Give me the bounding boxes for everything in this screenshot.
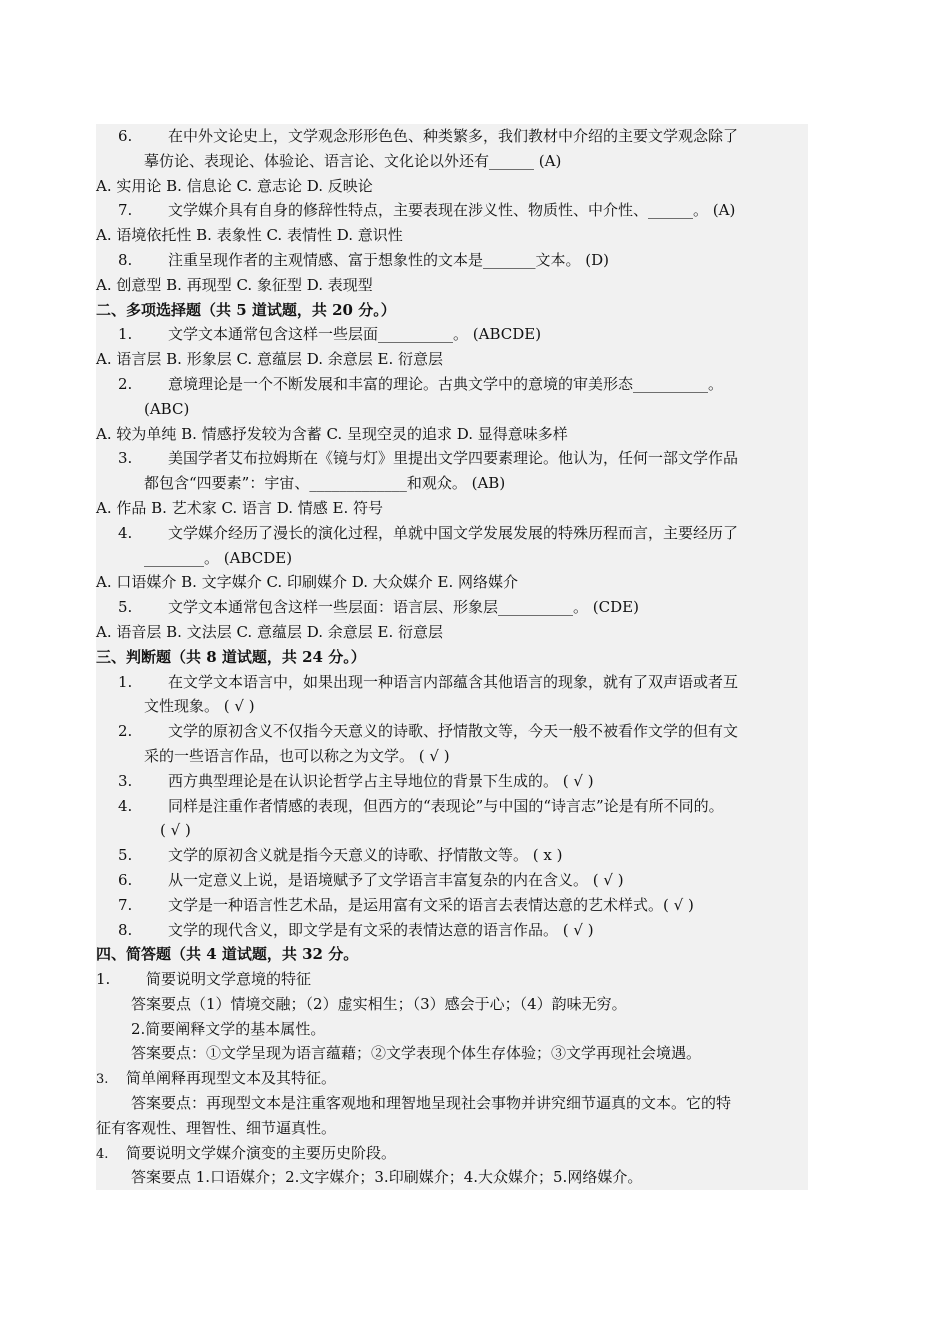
- question-line: [96, 794, 808, 819]
- options-line: [96, 273, 808, 298]
- question-number: 5.: [118, 598, 133, 617]
- question-number: 1.: [96, 970, 111, 989]
- answer-text: 征有客观性、理智性、细节逼真性。: [96, 1118, 337, 1137]
- question-text: 简单阐释再现型文本及其特征。: [126, 1069, 337, 1088]
- question-number: 4.: [118, 796, 133, 815]
- question-text: 意境理论是一个不断发展和丰富的理论。古典文学中的意境的审美形态__________。: [168, 374, 724, 393]
- answer-line: [96, 1165, 808, 1190]
- options-text: A. 实用论 B. 信息论 C. 意志论 D. 反映论: [96, 176, 373, 195]
- question-number: 8.: [118, 250, 133, 269]
- question-line: [96, 843, 808, 868]
- question-number: 7.: [118, 895, 133, 914]
- question-line: [96, 719, 808, 744]
- options-text: A. 语言层 B. 形象层 C. 意蕴层 D. 余意层 E. 衍意层: [96, 350, 443, 369]
- question-text: 简要说明文学意境的特征: [146, 970, 312, 989]
- question-line: [96, 893, 808, 918]
- question-line: [96, 918, 808, 943]
- question-text: 在文学文本语言中，如果出现一种语言内部蕴含其他语言的现象，就有了双声语或者互: [168, 672, 739, 691]
- question-number: 5.: [118, 846, 133, 865]
- short-answer-question: [96, 1066, 808, 1091]
- short-answer-question: [96, 967, 808, 992]
- answer-text: 答案要点：①文学呈现为语言蕴藉；②文学表现个体生存体验；③文学再现社会境遇。: [131, 1044, 702, 1063]
- section-title: 二、多项选择题（共 5 道试题，共 20 分。）: [96, 300, 396, 319]
- section-title: 三、判断题（共 8 道试题，共 24 分。）: [96, 647, 366, 666]
- continuation-text: 文性现象。 ( √ ): [144, 697, 255, 716]
- answer-line: [96, 1017, 808, 1042]
- continuation-text: ________。 (ABCDE): [144, 548, 293, 567]
- question-number: 6.: [118, 127, 133, 145]
- question-text: 在中外文论史上，文学观念形形色色、种类繁多，我们教材中介绍的主要文学观念除了: [168, 127, 739, 145]
- question-continuation: [96, 818, 808, 843]
- question-text: 文学的现代含义，即文学是有文采的表情达意的语言作品。 ( √ ): [168, 920, 594, 939]
- question-number: 4.: [118, 523, 133, 542]
- continuation-text: 都包含“四要素”：宇宙、_____________和观众。 (AB): [144, 474, 506, 493]
- answer-line: [96, 1091, 808, 1116]
- question-number: 8.: [118, 920, 133, 939]
- options-text: A. 语音层 B. 文法层 C. 意蕴层 D. 余意层 E. 衍意层: [96, 622, 443, 641]
- question-line: [96, 595, 808, 620]
- answer-text: 答案要点 1.口语媒介；2.文字媒介；3.印刷媒介；4.大众媒介；5.网络媒介。: [131, 1168, 643, 1187]
- short-answer-question: [96, 1141, 808, 1166]
- answer-line: [96, 992, 808, 1017]
- question-text: 文学媒介具有自身的修辞性特点，主要表现在涉义性、物质性、中介性、______。 (A): [168, 201, 736, 220]
- question-text: 文学的原初含义不仅指今天意义的诗歌、抒情散文等，今天一般不被看作文学的但有文: [168, 722, 739, 741]
- section-heading: [96, 298, 808, 323]
- options-text: A. 口语媒介 B. 文字媒介 C. 印刷媒介 D. 大众媒介 E. 网络媒介: [96, 573, 518, 592]
- question-continuation: [96, 694, 808, 719]
- question-continuation: [96, 397, 808, 422]
- answer-text: 2.简要阐释文学的基本属性。: [131, 1019, 326, 1038]
- question-text: 文学媒介经历了漫长的演化过程，单就中国文学发展发展的特殊历程而言，主要经历了: [168, 523, 739, 542]
- options-text: A. 作品 B. 艺术家 C. 语言 D. 情感 E. 符号: [96, 498, 383, 517]
- question-continuation: [96, 546, 808, 571]
- question-line: [96, 248, 808, 273]
- question-continuation: [96, 149, 808, 174]
- options-text: A. 语境依托性 B. 表象性 C. 表情性 D. 意识性: [96, 226, 403, 245]
- continuation-text: (ABC): [144, 399, 190, 418]
- answer-line: [96, 1041, 808, 1066]
- answer-text: 答案要点（1）情境交融；（2）虚实相生；（3）感会于心；（4）韵味无穷。: [131, 994, 627, 1013]
- question-line: [96, 521, 808, 546]
- question-number: 7.: [118, 201, 133, 220]
- options-line: [96, 347, 808, 372]
- question-text: 文学文本通常包含这样一些层面：语言层、形象层__________。 (CDE): [168, 598, 639, 617]
- options-line: [96, 620, 808, 645]
- question-number: 3.: [118, 771, 133, 790]
- question-number: 2.: [118, 722, 133, 741]
- question-line: [96, 198, 808, 223]
- question-text: 注重呈现作者的主观情感、富于想象性的文本是_______文本。 (D): [168, 250, 610, 269]
- options-text: A. 较为单纯 B. 情感抒发较为含蓄 C. 呈现空灵的追求 D. 显得意味多样: [96, 424, 568, 443]
- question-text: 文学的原初含义就是指今天意义的诗歌、抒情散文等。 ( x ): [168, 846, 563, 865]
- question-number: 3.: [96, 1072, 109, 1088]
- document-page: [96, 124, 808, 1190]
- question-number: 3.: [118, 449, 133, 468]
- question-text: 从一定意义上说，是语境赋予了文学语言丰富复杂的内在含义。 ( √ ): [168, 870, 624, 889]
- options-line: [96, 174, 808, 199]
- continuation-text: ( √ ): [160, 821, 191, 840]
- question-text: 西方典型理论是在认识论哲学占主导地位的背景下生成的。 ( √ ): [168, 771, 594, 790]
- question-number: 1.: [118, 672, 133, 691]
- answer-text: 答案要点：再现型文本是注重客观地和理智地呈现社会事物并讲究细节逼真的文本。它的特: [131, 1094, 732, 1113]
- question-text: 同样是注重作者情感的表现，但西方的“表现论”与中国的“诗言志”论是有所不同的。: [168, 796, 724, 815]
- options-text: A. 创意型 B. 再现型 C. 象征型 D. 表现型: [96, 275, 373, 294]
- question-line: [96, 769, 808, 794]
- question-line: [96, 446, 808, 471]
- question-continuation: [96, 471, 808, 496]
- question-continuation: [96, 744, 808, 769]
- question-number: 1.: [118, 325, 133, 344]
- section-heading: [96, 942, 808, 967]
- question-number: 4.: [96, 1146, 109, 1162]
- options-line: [96, 422, 808, 447]
- section-title: 四、简答题（共 4 道试题，共 32 分。: [96, 945, 359, 964]
- continuation-text: 采的一些语言作品，也可以称之为文学。 ( √ ): [144, 746, 450, 765]
- question-text: 文学是一种语言性艺术品，是运用富有文采的语言去表情达意的艺术样式。( √ ): [168, 895, 694, 914]
- options-line: [96, 496, 808, 521]
- continuation-text: 摹仿论、表现论、体验论、语言论、文化论以外还有______ (A): [144, 151, 562, 170]
- question-text: 文学文本通常包含这样一些层面__________。 (ABCDE): [168, 325, 542, 344]
- question-number: 6.: [118, 870, 133, 889]
- question-line: [96, 372, 808, 397]
- options-line: [96, 570, 808, 595]
- section-heading: [96, 645, 808, 670]
- question-line: [96, 124, 808, 149]
- question-text: 美国学者艾布拉姆斯在《镜与灯》里提出文学四要素理论。他认为，任何一部文学作品: [168, 449, 739, 468]
- question-number: 2.: [118, 374, 133, 393]
- question-line: [96, 868, 808, 893]
- question-line: [96, 322, 808, 347]
- question-text: 简要说明文学媒介演变的主要历史阶段。: [126, 1143, 397, 1162]
- options-line: [96, 223, 808, 248]
- question-line: [96, 670, 808, 695]
- answer-line: [96, 1116, 808, 1141]
